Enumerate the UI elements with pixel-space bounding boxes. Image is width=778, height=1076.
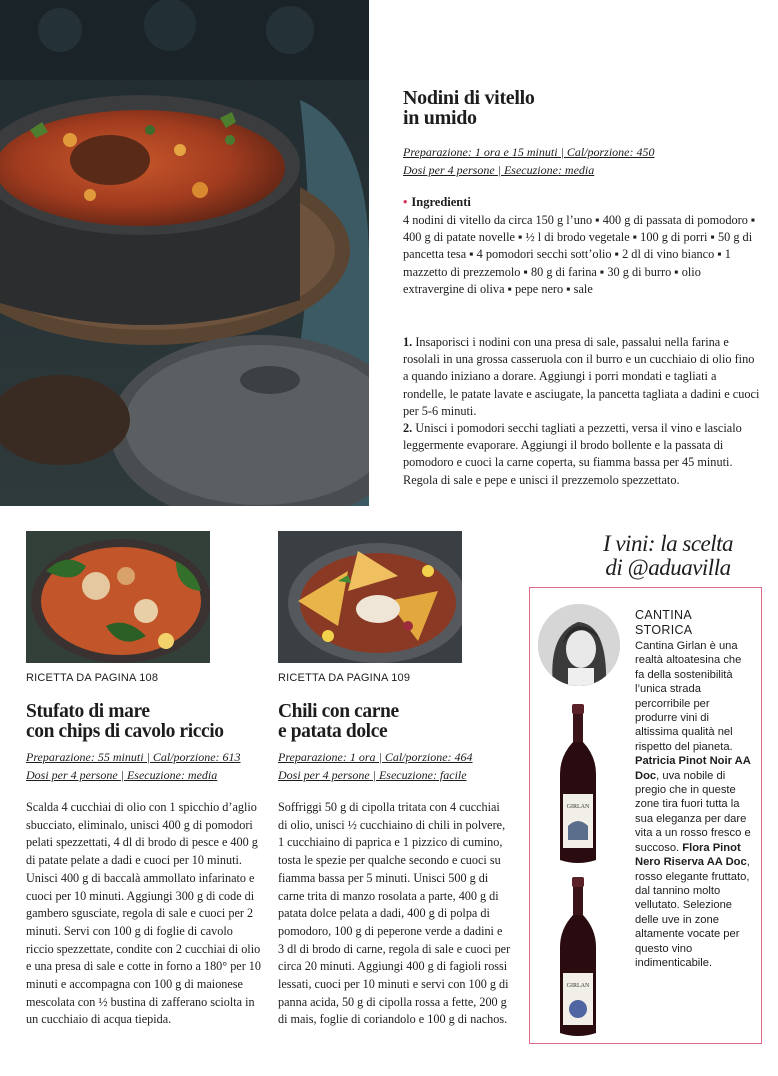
main-recipe-meta-line2: Dosi per 4 persone | Esecuzione: media: [403, 163, 595, 177]
recipe-left-text: Scalda 4 cucchiai di olio con 1 spicchio d’aglio sbucciato, eliminalo, unisci 400 g di pomodori pelati spezzettati, 4 dl di brodo di pesce e 400 g di patate pelate a dadi e cuoci per 10 minuti. Unisci 400 g di baccalà ammollato infarinato e cuoci per 10 minuti. Aggiungi 300 g di code di gambero sgusciate, regola di sale e cuoci per 2 minuti. Servi con 100 g di foglie di cavolo riccio spezzettate, condite con 2 cucchiai di olio e una presa di sale e cotte in forno a 180° per 10 minuti e accompagna con 100 g di maionese mescolata con ½ bustina di zafferano sciolta in un cucchiaio di acqua tiepida.: [26, 800, 261, 1027]
main-recipe-steps: [403, 334, 761, 489]
vini-title: [578, 532, 758, 580]
recipe-left-title-line2: con chips di cavolo riccio: [26, 721, 224, 742]
step-1: [403, 334, 761, 420]
ingredients-heading-text: Ingredienti: [411, 195, 471, 209]
step-1-number: 1.: [403, 335, 413, 349]
ingredients-heading: [403, 195, 471, 210]
photo-fish-stew: [26, 531, 210, 663]
bullet-dot-icon: •: [403, 195, 408, 209]
wine-bottle-patricia: [556, 704, 600, 864]
bottle-label-text: GIRLAN: [566, 983, 590, 989]
recipe-right-label: RICETTA DA PAGINA 109: [278, 672, 411, 684]
main-recipe-meta-line1: Preparazione: 1 ora e 15 minuti | Cal/porzione: 450: [403, 145, 655, 159]
wine-bottle-flora: [556, 877, 600, 1037]
wine1-text: , uva nobile di pregio che in queste zone tira fuori tutta la sua eleganza per dare vita a un rosso fresco e succoso.: [635, 769, 751, 854]
cantina-heading-line2: STORICA: [635, 623, 693, 637]
recipe-right-title-line1: Chili con carne: [278, 701, 399, 722]
recipe-right-meta: [278, 748, 473, 784]
recipe-right-title-line2: e patata dolce: [278, 721, 388, 742]
wine2-name: Flora Pinot Nero Riserva AA Doc: [635, 841, 747, 869]
recipe-right-title: [278, 702, 399, 742]
cantina-heading-line1: CANTINA: [635, 608, 692, 622]
main-recipe-meta: [403, 143, 655, 179]
recipe-left-title-line1: Stufato di mare: [26, 701, 150, 722]
hero-photo-veal-stew: [0, 0, 369, 506]
step-2-text: Unisci i pomodori secchi tagliati a pezzetti, versa il vino e lascialo leggermente evaporare. Aggiungi il brodo bollente e la passata di pomodoro e cuoci la carne coperta, su fiamma bassa per 45 minuti. Regola di sale e pepe e unisci il prezzemolo spezzettato.: [403, 421, 742, 487]
cantina-description: [635, 639, 753, 970]
recipe-right-meta-line1: Preparazione: 1 ora | Cal/porzione: 464: [278, 750, 473, 764]
step-2-number: 2.: [403, 421, 413, 436]
wine1-name: Patricia Pinot Noir AA Doc: [635, 755, 751, 782]
cantina-intro: Cantina Girlan è una realtà altoatesina che fa della sostenibilità l’unica strada percorribile per produrre vini di altissima qualità nel rispetto del pianeta.: [635, 640, 742, 753]
step-2: [403, 420, 761, 489]
wine2-text: , rosso elegante fruttato, dal tannino molto vellutato. Selezione delle uve in zone altamente vocate per questo vino indimenticabile.: [635, 856, 750, 969]
recipe-left-meta-line2: Dosi per 4 persone | Esecuzione: media: [26, 768, 218, 782]
recipe-right-text: Soffriggi 50 g di cipolla tritata con 4 cucchiai di olio, unisci ½ cucchiaino di chili in polvere, 1 cucchiaino di paprica e 1 pizzico di cumino, tosta le spezie per qualche secondo e cuoci su fiamma bassa per 5 minuti. Unisci 500 g di carne trita di manzo rosolata a parte, 400 g di patata dolce pelata a dadi, 400 g di polpa di pomodoro, 100 g di peperone verde a dadini e 3 dl di brodo di carne, regola di sale e cuoci per circa 20 minuti. Aggiungi 400 g di fagioli rossi lessati, cuoci per 10 minuti e servi con 100 g di panna acida, 50 g di cipolla rossa a fette, 200 g di mais, foglie di coriandolo e 100 g di nachos.: [278, 800, 511, 1027]
recipe-left-label: RICETTA DA PAGINA 108: [26, 672, 159, 684]
recipe-left-meta: [26, 748, 241, 784]
main-recipe-title-line2: in umido: [403, 107, 477, 129]
recipe-left-title: [26, 702, 224, 742]
vini-title-line2: di @aduavilla: [605, 555, 731, 580]
cantina-heading: [635, 608, 692, 638]
recipe-right-meta-line2: Dosi per 4 persone | Esecuzione: facile: [278, 768, 467, 782]
step-1-text: Insaporisci i nodini con una presa di sale, passalui nella farina e rosolali in una grossa casseruola con il burro e un cucchiaio di olio fino a quando iniziano a dorare. Aggiungi i porri mondati e tagliati a rondelle, le patate lavate e asciugate, la pancetta tagliata a dadini e cuoci per 5-6 minuti.: [403, 335, 760, 418]
main-recipe-title-line1: Nodini di vitello: [403, 87, 535, 109]
recipe-left-meta-line1: Preparazione: 55 minuti | Cal/porzione: 613: [26, 750, 241, 764]
vini-title-line1: I vini: la scelta: [602, 531, 734, 556]
photo-chili-con-carne: [278, 531, 462, 663]
main-recipe-title: [403, 88, 743, 128]
bottle-label-text: GIRLAN: [566, 804, 590, 810]
avatar: [538, 604, 620, 686]
ingredients-list: 4 nodini di vitello da circa 150 g l’uno ▪ 400 g di passata di pomodoro ▪ 400 g di patate novelle ▪ ½ l di brodo vegetale ▪ 100 g di porri ▪ 50 g di pancetta tesa ▪ 4 pomodori secchi sott’olio ▪ 2 dl di vino bianco ▪ 1 mazzetto di prezzemolo ▪ 80 g di farina ▪ 30 g di burro ▪ olio extravergine di oliva ▪ pepe nero ▪ sale: [403, 213, 756, 296]
